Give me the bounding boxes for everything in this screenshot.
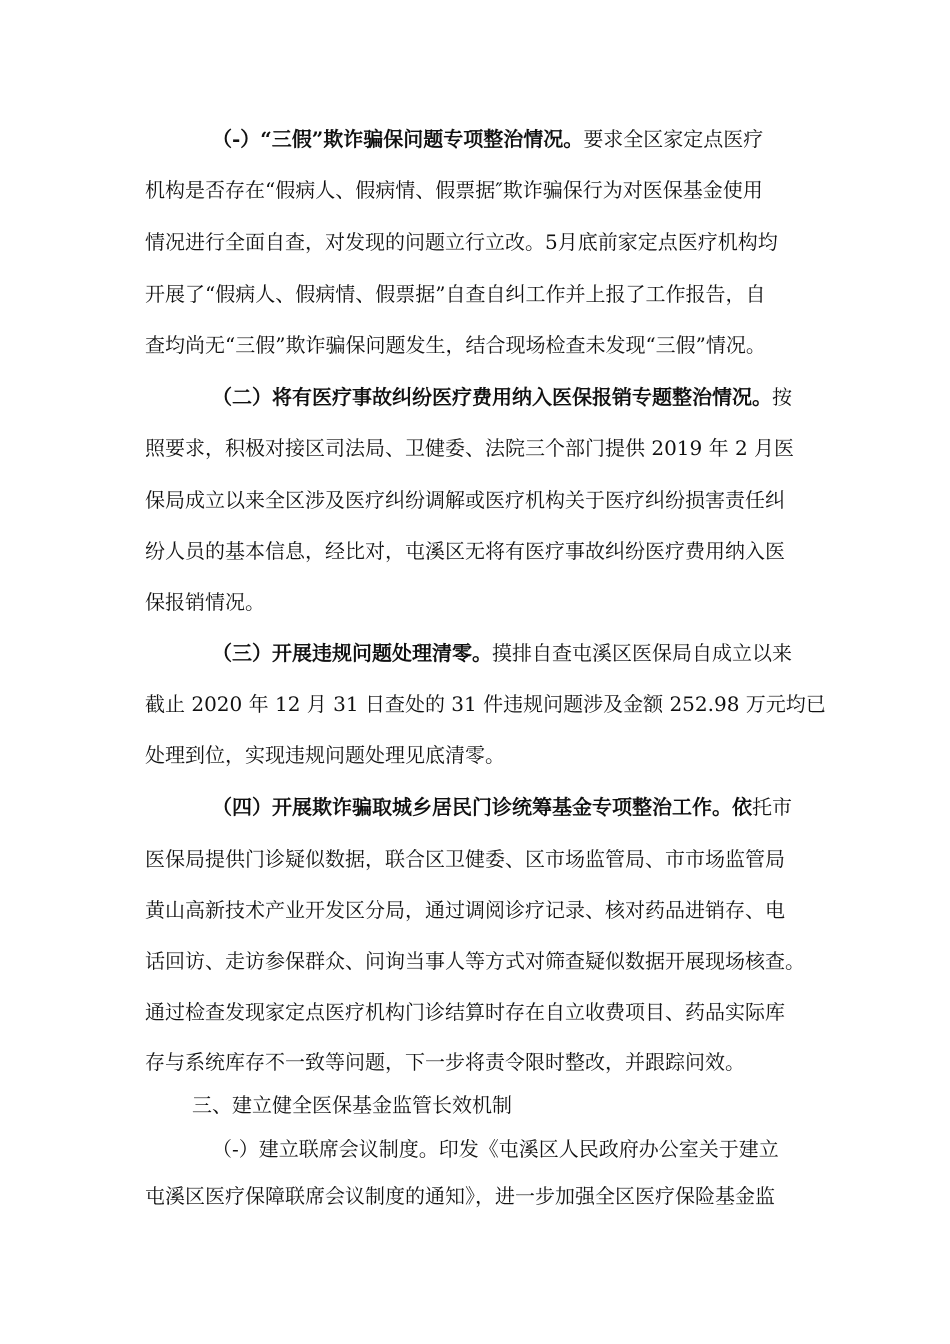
paragraph-line: 存与系统库存不一致等问题，下一步将责令限时整改，并跟踪问效。	[145, 1050, 745, 1074]
paragraph-line	[212, 384, 792, 410]
paragraph-text: 要求全区家定点医疗	[583, 127, 764, 151]
paragraph-line: 屯溪区医疗保障联席会议制度的通知》，进一步加强全区医疗保险基金监	[145, 1184, 775, 1208]
paragraph-line: 照要求，积极对接区司法局、卫健委、法院三个部门提供 2019 年 2 月医	[145, 436, 795, 460]
paragraph-line: 通过检查发现家定点医疗机构门诊结算时存在自立收费项目、药品实际库	[145, 1000, 785, 1024]
paragraph-line: 开展了“假病人、假病情、假票据”自查自纠工作并上报了工作报告，自	[145, 282, 766, 306]
paragraph-line: 处理到位，实现违规问题处理见底清零。	[145, 743, 505, 767]
paragraph-text: 按	[772, 385, 792, 409]
paragraph-line: 截止 2020 年 12 月 31 日查处的 31 件违规问题涉及金额 252.98 万元均已	[145, 692, 826, 716]
paragraph-heading: （三）开展违规问题处理清零。	[212, 641, 492, 665]
paragraph-line: 话回访、走访参保群众、问询当事人等方式对筛查疑似数据开展现场核查。	[145, 949, 805, 973]
paragraph-heading: （四）开展欺诈骗取城乡居民门诊统筹基金专项整治工作。依	[212, 795, 752, 819]
paragraph-line: 查均尚无“三假”欺诈骗保问题发生，结合现场检查未发现“三假”情况。	[145, 333, 766, 357]
paragraph-line: 保报销情况。	[145, 590, 265, 614]
paragraph-line	[212, 640, 792, 666]
paragraph-line: 黄山高新技术产业开发区分局，通过调阅诊疗记录、核对药品进销存、电	[145, 898, 785, 922]
paragraph-line	[212, 126, 763, 152]
paragraph-line: 机构是否存在“假病人、假病情、假票据″欺诈骗保行为对医保基金使用	[145, 178, 763, 202]
paragraph-text: 摸排自查屯溪区医保局自成立以来	[492, 641, 792, 665]
paragraph-line: 医保局提供门诊疑似数据，联合区卫健委、区市场监管局、市市场监管局	[145, 847, 785, 871]
paragraph-line: （-）建立联席会议制度。印发《屯溪区人民政府办公室关于建立	[212, 1137, 779, 1161]
paragraph-text: 托市	[752, 795, 792, 819]
paragraph-heading: （二）将有医疗事故纠纷医疗费用纳入医保报销专题整治情况。	[212, 385, 772, 409]
paragraph-line	[212, 794, 792, 820]
paragraph-heading: （-）“三假”欺诈骗保问题专项整治情况。	[212, 127, 584, 151]
paragraph-line: 情况进行全面自查，对发现的问题立行立改。5月底前家定点医疗机构均	[145, 230, 778, 254]
paragraph-line: 纷人员的基本信息，经比对，屯溪区无将有医疗事故纠纷医疗费用纳入医	[145, 539, 785, 563]
section-heading: 三、建立健全医保基金监管长效机制	[192, 1093, 512, 1117]
paragraph-line: 保局成立以来全区涉及医疗纠纷调解或医疗机构关于医疗纠纷损害责任纠	[145, 488, 785, 512]
